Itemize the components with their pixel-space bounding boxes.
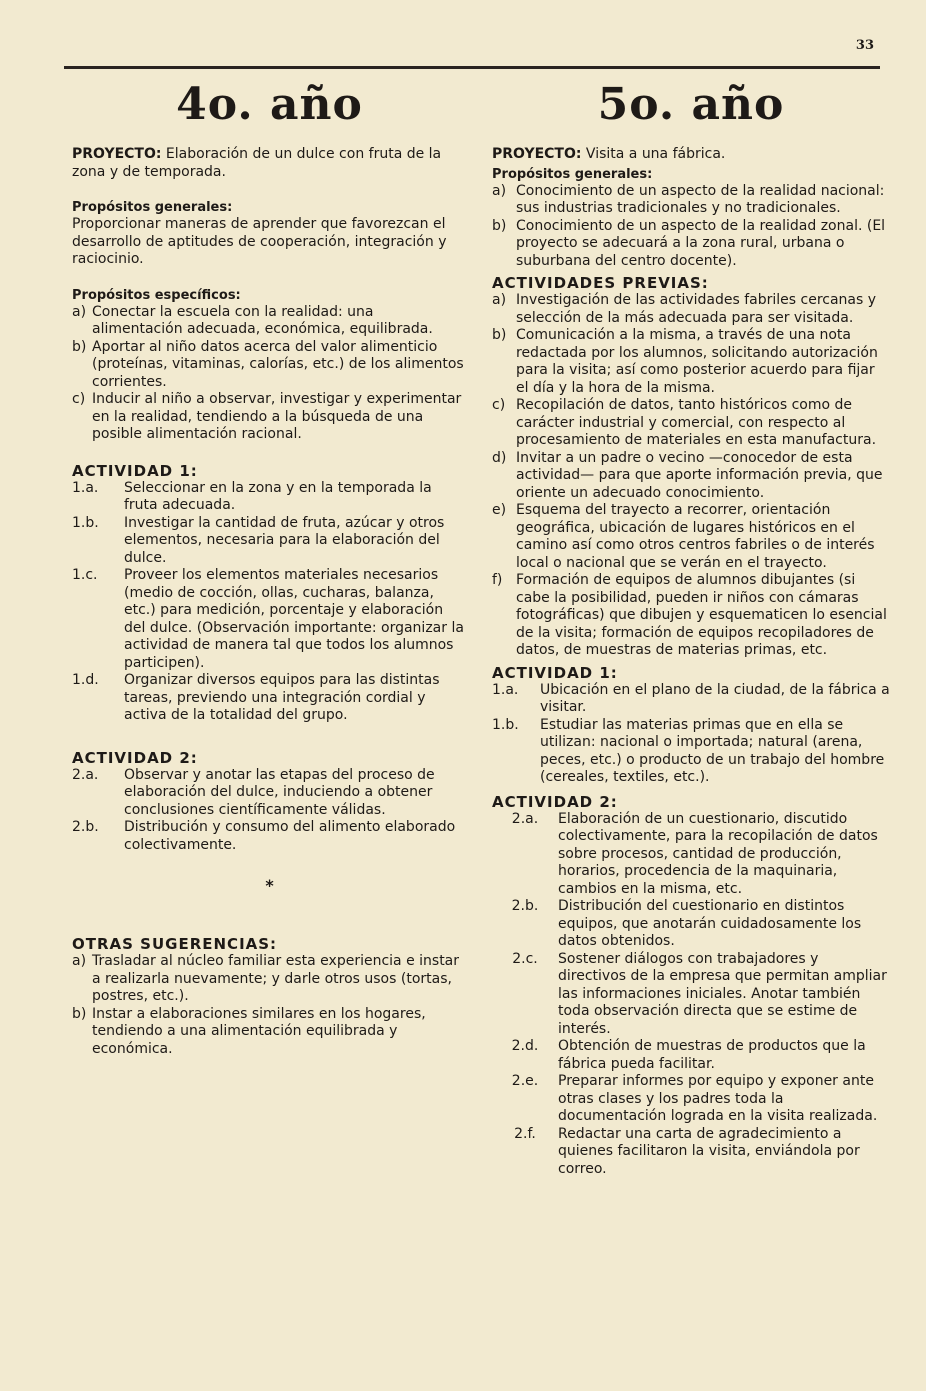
column-4o-ano [72,78,467,1058]
actividad-2-list [492,811,890,1179]
proyecto-text: Elaboración de un dulce con fruta de la zona y de temporada. [72,146,442,180]
proyecto-paragraph [492,146,890,164]
header-rule [64,66,880,69]
list-item: c) Recopilación de datos, tanto históricos como de carácter industrial y comercial, con respecto al procesamiento de materiales en esta manufactura. [492,397,877,448]
list-item: e) Esquema del trayecto a recorrer, orientación geográfica, ubicación de lugares históricos en el camino así como otros centros fabriles o de interés local o nacional que se verán en el trayecto. [492,502,875,571]
list-item: 2.f. Redactar una carta de agradecimiento a quienes facilitaron la visita, enviándola por correo. [514,1125,860,1177]
list-item: 2.b. Distribución del cuestionario en distintos equipos, que anotarán cuidadosamente los datos obtenidos. [511,898,862,949]
list-item: 2.a. Observar y anotar las etapas del proceso de elaboración del dulce, induciendo a obtener conclusiones científicamente válidas. [72,766,435,818]
year-title-4o: 4o. año [176,79,363,130]
list-item: b) Aportar al niño datos acerca del valor alimenticio (proteínas, vitaminas, calorías, etc.) de los alimentos corrientes. [72,338,464,390]
generales-heading: Propósitos generales: [72,200,233,215]
proyecto-text: Visita a una fábrica. [585,146,726,162]
otras-list [72,953,467,1058]
actividad-1-list [72,480,467,725]
list-item: f) Formación de equipos de alumnos dibujantes (si cabe la posibilidad, pueden ir niños con cámaras fotográficas) que dibujen y esquematicen lo esencial de la visita; formación de equipos recopiladores de datos, de muestras de materias primas, etc. [492,572,887,658]
proyecto-label: PROYECTO: [72,146,162,162]
list-item: c) Inducir al niño a observar, investigar y experimentar en la realidad, tendiendo a la búsqueda de una posible alimentación racional. [72,391,462,442]
list-item: 1.a. Ubicación en el plano de la ciudad, de la fábrica a visitar. [492,681,890,715]
actividad-2-heading: ACTIVIDAD 2: [72,748,198,767]
list-item: 2.d. Obtención de muestras de productos que la fábrica pueda facilitar. [511,1038,866,1072]
list-item: 1.b. Investigar la cantidad de fruta, azúcar y otros elementos, necesaria para la elaboración del dulce. [72,514,445,566]
list-item: 2.a. Elaboración de un cuestionario, discutido colectivamente, para la recopilación de datos sobre procesos, cantidad de producción, horarios, procedencia de la maquinaria, cambios en la misma, etc. [511,810,878,897]
section-separator: * [265,876,274,895]
column-5o-ano [492,78,890,1178]
list-item: a) Conectar la escuela con la realidad: una alimentación adecuada, económica, equilibrada. [72,303,433,337]
list-item: d) Invitar a un padre o vecino —conocedor de esta actividad— para que aporte información previa, que oriente un adecuado conocimiento. [492,449,883,501]
proyecto-label: PROYECTO: [492,146,582,162]
actividad-1-heading: ACTIVIDAD 1: [492,663,618,682]
actividad-2-heading: ACTIVIDAD 2: [492,792,618,811]
list-item: 1.c. Proveer los elementos materiales necesarios (medio de cocción, ollas, cucharas, balanza, etc.) para medición, porcentaje y elaboración del dulce. (Observación importante: organizar la actividad de manera tal que todos los alumnos participen). [72,567,464,671]
list-item: 1.a. Seleccionar en la zona y en la temporada la fruta adecuada. [72,479,432,513]
list-item: 1.b. Estudiar las materias primas que en ella se utilizan: nacional o importada; natural (arena, peces, etc.) o producto de un trabajo del hombre (cereales, textiles, etc.). [492,716,885,785]
actividad-1-list [492,682,890,787]
list-item: 2.c. Sostener diálogos con trabajadores y directivos de la empresa que permitan ampliar las informaciones iniciales. Anotar también toda observación directa que se estime de interés. [512,950,887,1037]
generales-heading: Propósitos generales: [492,166,653,182]
generales-text: Proporcionar maneras de aprender que favorezcan el desarrollo de aptitudes de cooperación, integración y raciocinio. [72,216,447,267]
previas-list [492,292,890,660]
proyecto-paragraph [72,146,467,181]
actividad-1-heading: ACTIVIDAD 1: [72,461,198,480]
list-item: b) Conocimiento de un aspecto de la realidad zonal. (El proyecto se adecuará a la zona rural, urbana o suburbana del centro docente). [492,217,886,269]
list-item: a) Conocimiento de un aspecto de la realidad nacional: sus industrias tradicionales y no tradicionales. [492,182,885,216]
list-item: a) Trasladar al núcleo familiar esta experiencia e instar a realizarla nuevamente; y darle otros usos (tortas, postres, etc.). [72,953,460,1004]
especificos-list [72,304,467,444]
list-item: 2.e. Preparar informes por equipo y exponer ante otras clases y los padres toda la documentación lograda en la visita realizada. [511,1073,878,1124]
especificos-heading: Propósitos específicos: [72,287,241,303]
actividad-2-list [72,767,467,855]
otras-heading: OTRAS SUGERENCIAS: [72,935,278,953]
list-item: 2.b. Distribución y consumo del alimento elaborado colectivamente. [72,819,456,853]
list-item: b) Comunicación a la misma, a través de una nota redactada por los alumnos, solicitando autorización para la visita; así como posterior acuerdo para fijar el día y la hora de la misma. [492,327,878,396]
list-item: 1.d. Organizar diversos equipos para las distintas tareas, previendo una integración cordial y activa de la totalidad del grupo. [72,672,440,723]
previas-heading: ACTIVIDADES PREVIAS: [492,274,709,292]
list-item: a) Investigación de las actividades fabriles cercanas y selección de la más adecuada para ser visitada. [492,292,877,326]
year-title-5o: 5o. año [597,79,785,130]
page-number: 33 [855,38,874,53]
generales-list [492,183,890,271]
list-item: b) Instar a elaboraciones similares en los hogares, tendiendo a una alimentación equilibrada y económica. [72,1005,426,1057]
